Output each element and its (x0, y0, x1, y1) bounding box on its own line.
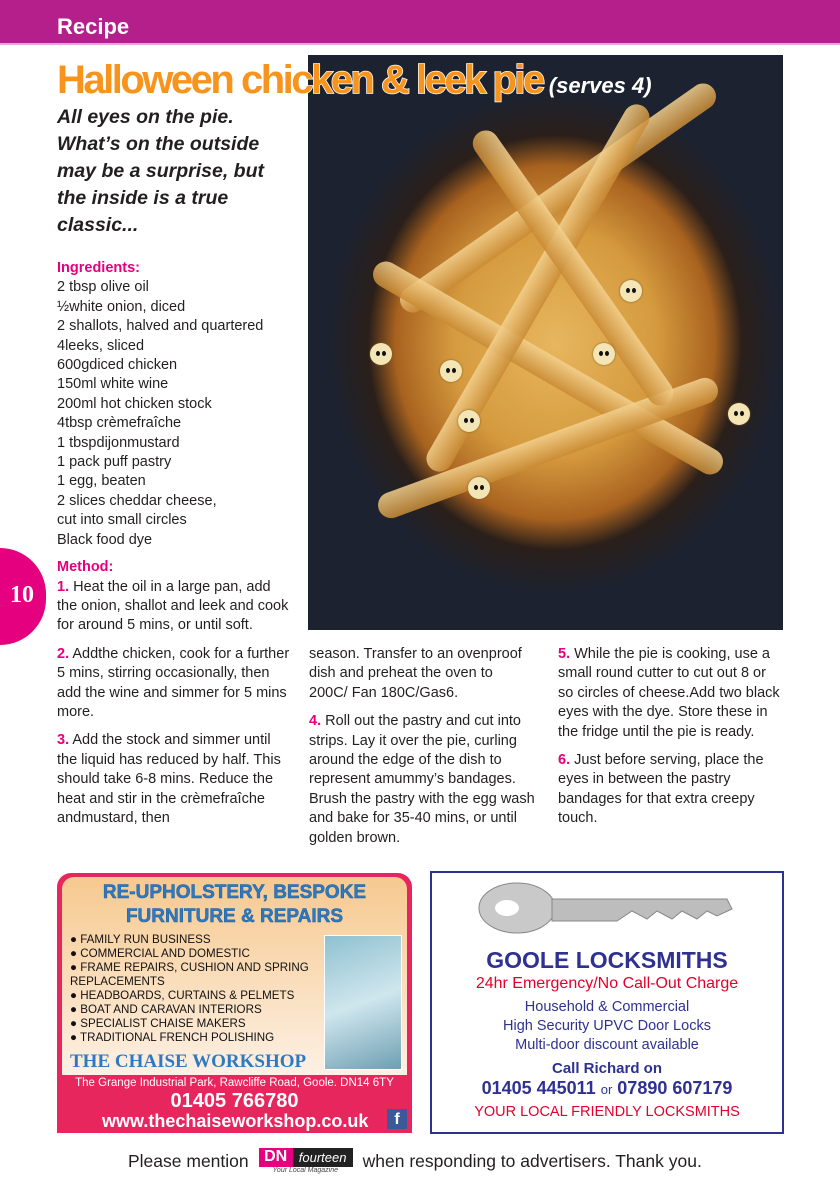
footer-note: Please mention DN fourteen Your Local Magazine when responding to advertisers. Thank you. (128, 1148, 702, 1174)
section-header-bar (0, 0, 840, 45)
ingredient-item: 2 shallots, halved and quartered (57, 318, 264, 335)
page-number-badge (0, 548, 46, 645)
dnfourteen-logo: DN fourteen Your Local Magazine (259, 1148, 353, 1174)
ad-bullet-list (70, 933, 320, 1045)
ingredients-column (57, 259, 291, 828)
ad-bullet: ● BOAT AND CARAVAN INTERIORS (70, 1003, 262, 1016)
ingredient-item: ½white onion, diced (57, 298, 186, 315)
ingredient-item: 2 slices cheddar cheese, (57, 492, 217, 509)
ingredient-item: 600gdiced chicken (57, 357, 178, 374)
ad-address: The Grange Industrial Park, Rawcliffe Road, Goole. DN14 6TY (75, 1077, 394, 1089)
facebook-icon[interactable]: f (387, 1109, 407, 1129)
ad-tagline: YOUR LOCAL FRIENDLY LOCKSMITHS (474, 1104, 740, 1120)
armchair-photo (324, 935, 402, 1070)
ingredient-item: 1 pack puff pastry (57, 454, 172, 471)
ad-line-4: Multi-door discount available (515, 1037, 699, 1053)
serves-label: (serves 4) (548, 73, 652, 98)
ad-website[interactable]: www.thechaiseworkshop.co.uk (102, 1111, 369, 1131)
ad-business-name: THE CHAISE WORKSHOP (70, 1051, 307, 1072)
ad-bullet: ● COMMERCIAL AND DOMESTIC (70, 947, 250, 960)
recipe-title-block (57, 58, 652, 103)
ad-bullet: ● SPECIALIST CHAISE MAKERS (70, 1017, 246, 1030)
step-4: 4. Roll out the pastry and cut into strips. Lay it over the pie, curling around the edge of the dish to represent amummy’s bandages. Brush the pastry with the egg wash and bake for 35-40 mins, or until golden brown. (309, 713, 535, 846)
ad-call-label: Call Richard on (551, 1060, 663, 1077)
recipe-title: Halloween chicken & leek pie (57, 58, 543, 102)
goole-locksmiths-ad[interactable] (430, 871, 784, 1134)
method-heading: Method: (57, 559, 114, 576)
ingredient-item: 2 tbsp olive oil (57, 279, 149, 296)
ad-business-name: GOOLE LOCKSMITHS (486, 947, 728, 973)
ad-bullet: ● FRAME REPAIRS, CUSHION AND SPRING REPLACEMENTS (70, 961, 309, 988)
step-3: 3. Add the stock and simmer until the liquid has reduced by half. This should take 6-8 mins. Reduce the heat and stir in the crèmefraîche andmustard, then (57, 732, 281, 826)
ingredient-item: 200ml hot chicken stock (57, 395, 212, 412)
ad-phones: 01405 445011 or 07890 607179 (481, 1078, 733, 1098)
ingredient-item: cut into small circles (57, 512, 187, 529)
ad-line-2: Household & Commercial (524, 999, 690, 1015)
chaise-workshop-ad[interactable] (57, 873, 412, 1133)
ad-bullet: ● FAMILY RUN BUSINESS (70, 933, 211, 946)
ad-bullet: ● TRADITIONAL FRENCH POLISHING (70, 1031, 275, 1044)
ingredient-item: 4leeks, sliced (57, 337, 145, 354)
ad-line-3: High Security UPVC Door Locks (503, 1018, 711, 1034)
left-column (57, 104, 291, 837)
ad-headline: RE-UPHOLSTERY, BESPOKE FURNITURE & REPAIRS (102, 882, 367, 927)
key-icon (477, 881, 737, 936)
ingredients-heading: Ingredients: (57, 260, 140, 276)
method-column-3 (558, 645, 780, 838)
pie-photo (308, 55, 783, 630)
ingredient-item: Black food dye (57, 531, 153, 548)
ingredient-item: 1 egg, beaten (57, 473, 146, 490)
step-5: 5. While the pie is cooking, use a small round cutter to cut out 8 or so circles of cheese.Add two black eyes with the dye. Store these in the fridge until the pie is ready. (558, 646, 780, 740)
method-column-2 (309, 645, 535, 857)
page-number: 10 (10, 582, 34, 608)
ad-phone: 01405 766780 (170, 1090, 299, 1112)
ad-bullet: ● HEADBOARDS, CURTAINS & PELMETS (70, 989, 295, 1002)
ingredients-list (57, 278, 291, 550)
ingredient-item: 1 tbspdijonmustard (57, 434, 180, 451)
ingredient-item: 150ml white wine (57, 376, 169, 393)
step-1: 1. Heat the oil in a large pan, add the onion, shallot and leek and cook for around 5 mins, or until soft. (57, 578, 289, 634)
intro-text: All eyes on the pie. What’s on the outside may be a surprise, but the inside is a true classic... (57, 106, 264, 236)
ingredient-item: 4tbsp crèmefraîche (57, 415, 182, 432)
step-3-continued: season. Transfer to an ovenproof dish and preheat the oven to 200C/ Fan 180C/Gas6. (309, 646, 522, 701)
step-2: 2. Addthe chicken, cook for a further 5 mins, stirring occasionally, then add the wine and simmer for 5 mins more. (57, 645, 290, 720)
ad-line-1: 24hr Emergency/No Call-Out Charge (475, 975, 739, 992)
step-6: 6. Just before serving, place the eyes in between the pastry bandages for that extra creepy touch. (558, 752, 764, 827)
section-label: Recipe (57, 14, 130, 39)
